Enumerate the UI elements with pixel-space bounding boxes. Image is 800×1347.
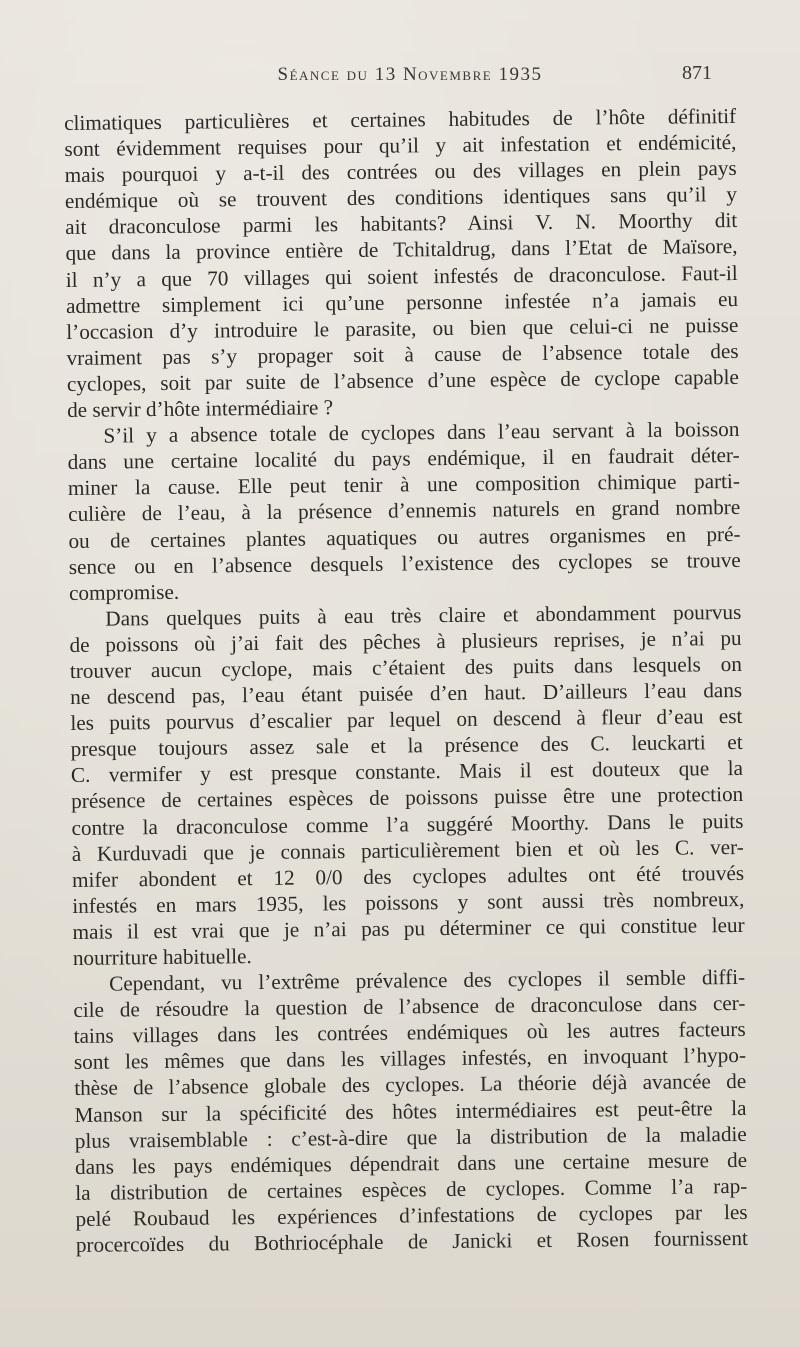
text-line: les puits pourvus d’escalier par lequel on descend à fleur d’eau est [70,704,743,736]
text-line: il n’y a que 70 villages qui soient infestés de draconculose. Faut-il [65,260,738,292]
text-line: thèse de l’absence globale des cyclopes. La théorie déjà avancée de [74,1069,747,1101]
page-header [0,62,800,92]
paragraph-3 [69,599,745,971]
text-line: de poissons où j’ai fait des pêches à plusieurs reprises, je n’ai pu [69,625,742,657]
text-line: sont les mêmes que dans les villages infestés, en invoquant l’hypo- [73,1043,747,1075]
text-line: de servir d’hôte intermédiaire ? [67,395,334,423]
text-line: C. vermifer y est presque constante. Mais il est douteux que la [70,756,744,788]
text-line: tains villages dans les contrées endémiques où les autres facteurs [73,1017,746,1049]
text-line: S’il y a absence totale de cyclopes dans l’eau servant à la boisson [103,417,740,448]
text-line: ait draconculose parmi les habitants? Ainsi V. N. Moorthy dit [65,208,738,240]
text-line: mais pourquoi y a-t-il des contrées ou des villages en plein pays [64,156,737,188]
text-line: climatiques particulières et certaines habitudes de l’hôte définitif [64,103,737,135]
text-line: trouver aucun cyclope, mais c’étaient des puits dans lesquels on [69,651,742,683]
running-head: Séance du 13 Novembre 1935 [277,64,543,85]
text-line: presque toujours assez sale et la présence des C. leuckarti et [70,730,743,762]
text-line: endémique où se trouvent des conditions identiques sans qu’il y [64,182,738,214]
text-line: dans une certaine localité du pays endémique, il en faudrait déter- [67,443,740,475]
paragraph-2 [67,416,741,606]
text-line: mais il est vrai que je n’ai pas pu déterminer ce qui constitue leur [72,912,745,944]
text-line: à Kurduvadi que je connais particulièrement bien et où les C. ver- [71,834,744,866]
text-line: cyclopes, soit par suite de l’absence d’une espèce de cyclope capable [66,364,739,396]
text-line: plus vraisemblable : c’est-à-dire que la distribution de la maladie [74,1121,747,1153]
text-line: Dans quelques puits à eau très claire et abondamment pourvus [105,599,742,631]
text-line: admettre simplement ici qu’une personne infestée n’a jamais eu [65,286,739,318]
text-line: ou de certaines plantes aquatiques ou autres organismes en pré- [68,521,741,553]
text-line: sont évidemment requises pour qu’il y ait infestation et endémicité, [64,130,737,162]
text-line: Cependant, vu l’extrême prévalence des cyclopes il semble diffi- [109,965,746,996]
text-line: nourriture habituelle. [72,944,252,970]
text-line: compromise. [68,579,180,605]
text-line: sence ou en l’absence desquels l’existence des cyclopes se trouve [68,547,741,579]
text-line: procercoïdes du Bothriocéphale de Janicki et Rosen fournissent [75,1225,748,1257]
text-line: miner la cause. Elle peut tenir à une composition chimique parti- [67,469,741,501]
text-line: que dans la province entière de Tchitaldrug, dans l’Etat de Maïsore, [65,234,738,266]
text-line: Manson sur la spécificité des hôtes intermédiaires est peut-être la [74,1095,747,1127]
text-line: infestés en mars 1935, les poissons y sont aussi très nombreux, [72,886,745,918]
text-line: cile de résoudre la question de l’absence de draconculose dans cer- [73,991,746,1023]
page-number: 871 [682,62,712,84]
text-line: ne descend pas, l’eau étant puisée d’en haut. D’ailleurs l’eau dans [70,677,743,710]
text-line: dans les pays endémiques dépendrait dans une certaine mesure de [74,1147,748,1179]
text-line: contre la draconculose comme l’a suggéré Moorthy. Dans le puits [71,808,744,840]
paragraph-1 [64,103,739,423]
text-line: pelé Roubaud les expériences d’infestations de cyclopes par les [75,1199,748,1231]
text-line: la distribution de certaines espèces de cyclopes. Comme l’a rap- [75,1173,748,1205]
text-line: présence de certaines espèces de poissons puisse être une protection [71,782,744,814]
text-line: mifer abondent et 12 0/0 des cyclopes adultes ont été trouvés [71,860,745,892]
text-line: l’occasion d’y introduire le parasite, ou bien que celui-ci ne puisse [66,312,739,344]
paragraph-4 [73,964,748,1258]
text-line: culière de l’eau, à la présence d’ennemis naturels en grand nombre [68,495,741,527]
text-line: vraiment pas s’y propager soit à cause de l’absence totale des [66,338,739,370]
body-text [64,103,748,1258]
